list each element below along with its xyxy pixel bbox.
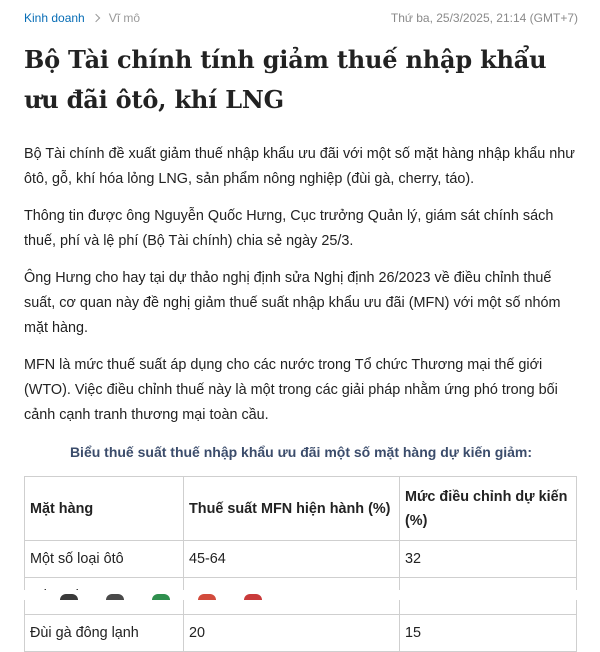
table-cell-proposed-rate: 32 bbox=[400, 541, 577, 578]
table-cell-proposed-rate: 15 bbox=[400, 615, 577, 652]
share-icon[interactable] bbox=[106, 594, 124, 600]
article-paragraph: MFN là mức thuế suất áp dụng cho các nước trong Tổ chức Thương mại thế giới (WTO). Việc điều chỉnh thuế này là một trong các giải pháp nhằm ứng phó trong bối cảnh cạnh tranh thương mại toàn cầu. bbox=[24, 357, 558, 423]
table-cell-current-rate: 20 bbox=[184, 615, 400, 652]
table-row bbox=[25, 541, 577, 578]
table-cell-item: Một số loại ôtô bbox=[25, 541, 184, 578]
breadcrumb-subcategory-link[interactable]: Vĩ mô bbox=[108, 11, 141, 25]
breadcrumb bbox=[24, 11, 140, 25]
table-cell-item: Đùi gà đông lạnh bbox=[25, 615, 184, 652]
article-header-bar bbox=[24, 0, 578, 36]
article-lead: Bộ Tài chính đề xuất giảm thuế nhập khẩu ưu đãi với một số mặt hàng nhập khẩu như ôtô, gỗ, khí hóa lỏng LNG, sản phẩm nông nghiệp (đùi gà, cherry, táo). bbox=[24, 146, 575, 187]
share-icon[interactable] bbox=[244, 594, 262, 600]
article-paragraph: Thông tin được ông Nguyễn Quốc Hưng, Cục trưởng Quản lý, giám sát chính sách thuế, phí và lệ phí (Bộ Tài chính) chia sẻ ngày 25/3. bbox=[24, 208, 554, 249]
table-caption: Biểu thuế suất thuế nhập khẩu ưu đãi một số mặt hàng dự kiến giảm: bbox=[69, 444, 533, 460]
article-title: Bộ Tài chính tính giảm thuế nhập khẩu ưu đãi ôtô, khí LNG bbox=[24, 45, 547, 114]
article-paragraph: Ông Hưng cho hay tại dự thảo nghị định sửa Nghị định 26/2023 về điều chỉnh thuế suất, cơ quan này đề nghị giảm thuế suất nhập khẩu ưu đãi (MFN) với một số nhóm mặt hàng. bbox=[24, 270, 561, 336]
publish-date: Thứ ba, 25/3/2025, 21:14 (GMT+7) bbox=[390, 11, 578, 25]
table-row bbox=[25, 615, 577, 652]
chevron-right-icon bbox=[91, 14, 99, 22]
share-toolbar-partial bbox=[0, 590, 600, 600]
share-icon[interactable] bbox=[152, 594, 170, 600]
tariff-table bbox=[24, 476, 577, 652]
column-header-proposed-rate: Mức điều chỉnh dự kiến (%) bbox=[400, 477, 577, 541]
column-header-current-rate: Thuế suất MFN hiện hành (%) bbox=[184, 477, 400, 541]
breadcrumb-category-link[interactable]: Kinh doanh bbox=[24, 11, 85, 25]
share-icon[interactable] bbox=[198, 594, 216, 600]
column-header-item: Mặt hàng bbox=[25, 477, 184, 541]
table-cell-current-rate: 45-64 bbox=[184, 541, 400, 578]
share-icon[interactable] bbox=[60, 594, 78, 600]
table-header-row bbox=[25, 477, 577, 541]
